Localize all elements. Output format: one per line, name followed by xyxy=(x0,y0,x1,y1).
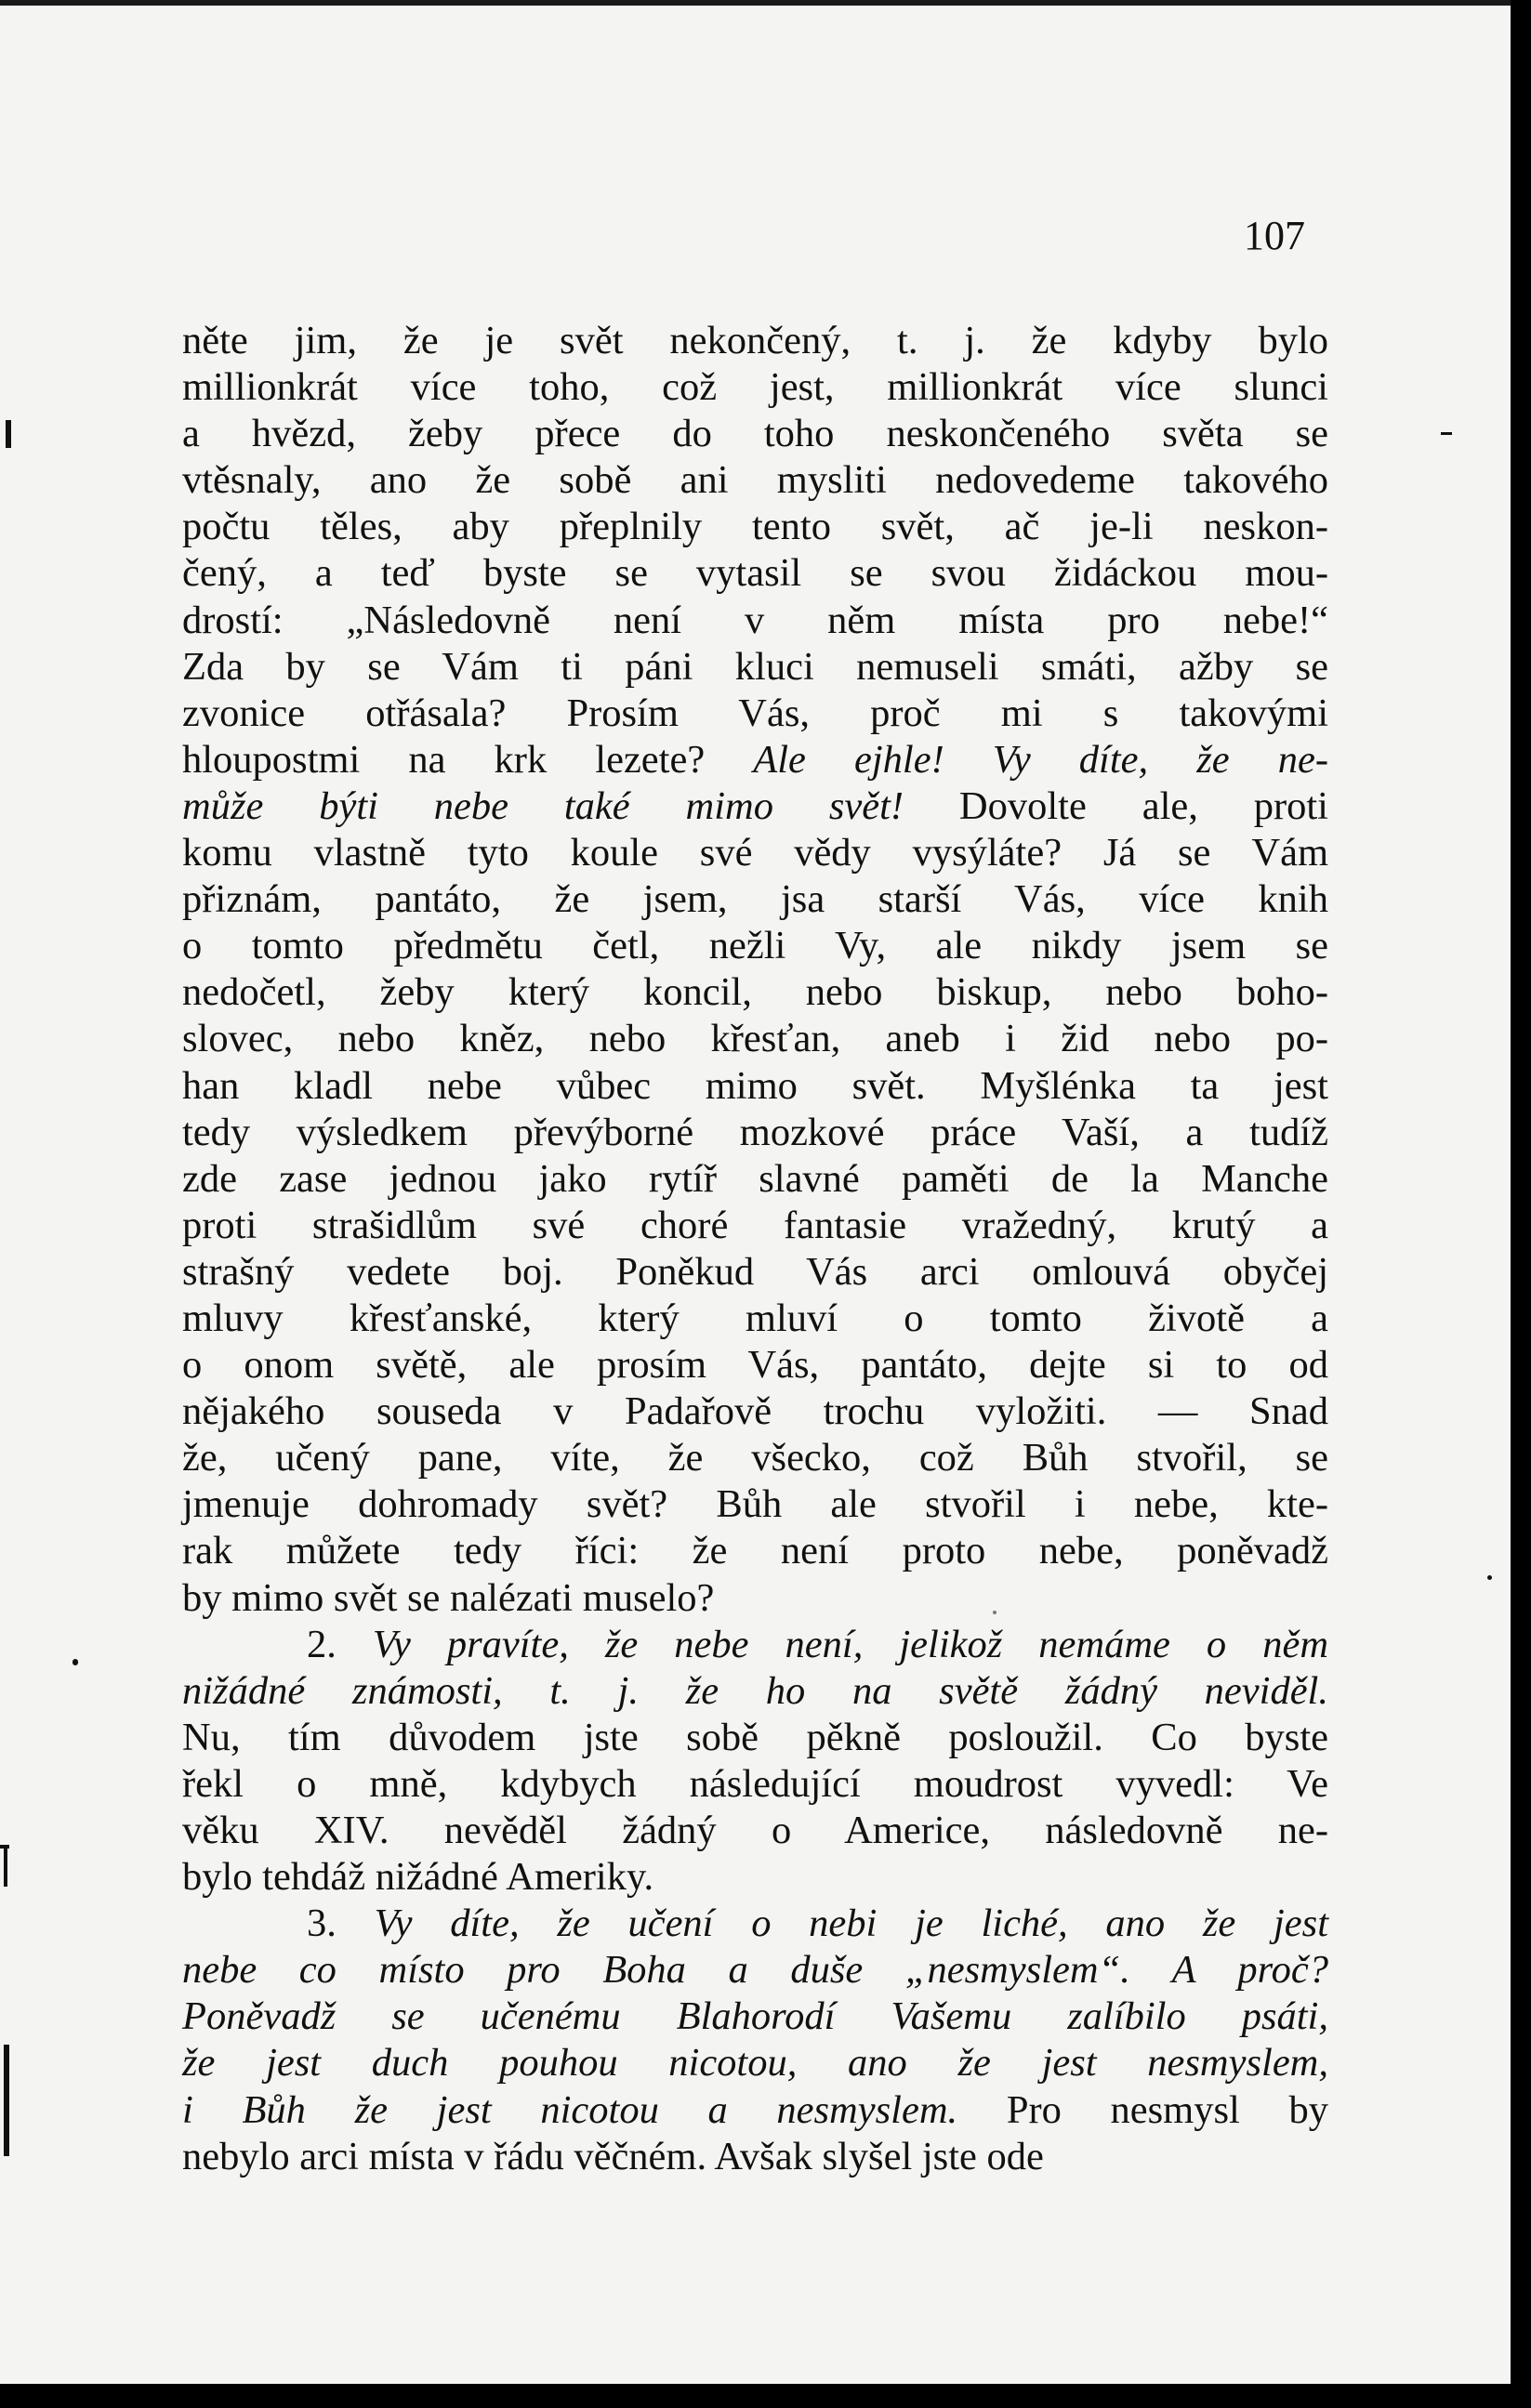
text-run: řekl o mně, kdybych následující moudrost vyvedl: Ve xyxy=(182,1761,1328,1806)
text-line xyxy=(182,1016,1328,1062)
text-line xyxy=(182,457,1328,504)
text-line xyxy=(182,318,1328,364)
text-line xyxy=(182,1481,1328,1528)
text-line xyxy=(182,1435,1328,1481)
text-run: a hvězd, žeby přece do toho neskončeného světa se xyxy=(182,412,1328,456)
italic-text: Ale ejhle! Vy díte, že ne- xyxy=(753,737,1328,782)
text-run: mluvy křesťanské, který mluví o tomto životě a xyxy=(182,1296,1328,1340)
italic-text: že jest duch pouhou nicotou, ano že jest nesmyslem, xyxy=(182,2041,1328,2086)
text-line xyxy=(182,504,1328,550)
text-line xyxy=(182,1249,1328,1296)
text-line xyxy=(182,1994,1328,2040)
text-line xyxy=(182,1296,1328,1342)
text-run: nedočetl, žeby který koncil, nebo biskup, nebo boho- xyxy=(182,970,1328,1015)
text-run: věku XIV. nevěděl žádný o Americe, následovně ne- xyxy=(182,1809,1328,1852)
text-run: vtěsnaly, ano že sobě ani mysliti nedovedeme takového xyxy=(182,458,1328,503)
text-run: Zda by se Vám ti páni kluci nemuseli smáti, ažby se xyxy=(182,644,1328,689)
text-line xyxy=(182,1715,1328,1761)
text-line xyxy=(182,644,1328,691)
text-run: počtu těles, aby přeplnily tento svět, ač je-li neskon- xyxy=(182,505,1328,549)
text-line xyxy=(182,2134,1328,2180)
text-line xyxy=(182,550,1328,597)
text-line xyxy=(182,830,1328,876)
text-run: Nu, tím důvodem jste sobě pěkně posloužil. Co byste xyxy=(182,1715,1328,1759)
text-run: bylo tehdáž nižádné Ameriky. xyxy=(182,1855,654,1900)
text-line xyxy=(182,969,1328,1016)
text-line xyxy=(182,737,1328,783)
italic-text: nebe co místo pro Boha a duše „nesmyslem“. A proč? xyxy=(182,1948,1328,1993)
text-run: nebylo arci místa v řádu věčném. Avšak slyšel jste ode xyxy=(182,2134,1044,2178)
text-run: zde zase jednou jako rytíř slavné paměti de la Manche xyxy=(182,1156,1328,1201)
text-run: 2. xyxy=(307,1622,373,1666)
text-line xyxy=(182,364,1328,411)
italic-text: nižádné známosti, t. j. že ho na světě žádný neviděl. xyxy=(182,1668,1328,1713)
text-line xyxy=(182,2040,1328,2086)
body-text xyxy=(182,318,1328,2180)
text-line xyxy=(182,1342,1328,1388)
text-line xyxy=(182,1761,1328,1808)
text-line xyxy=(182,598,1328,644)
speck xyxy=(73,1659,78,1665)
binding-mark xyxy=(4,1845,7,1887)
text-line xyxy=(182,1622,1328,1668)
text-run: o tomto předmětu četl, nežli Vy, ale nikdy jsem se xyxy=(182,924,1328,968)
scan-border-right xyxy=(1511,0,1531,2408)
text-run: tedy výsledkem převýborné mozkové práce Vaší, a tudíž xyxy=(182,1110,1328,1154)
text-line xyxy=(182,1063,1328,1110)
binding-mark xyxy=(4,2045,9,2156)
text-run: Pro nesmysl by xyxy=(957,2087,1328,2132)
text-run: že, učený pane, víte, že všecko, což Bůh stvořil, se xyxy=(182,1436,1328,1480)
italic-text: Poněvadž se učenému Blahorodí Vašemu zalíbilo psáti, xyxy=(182,1994,1328,2039)
italic-text: Vy díte, že učení o nebi je liché, ano že jest xyxy=(374,1901,1329,1946)
text-line xyxy=(182,923,1328,969)
text-run: přiznám, pantáto, že jsem, jsa starší Vás, více knih xyxy=(182,877,1328,922)
text-line xyxy=(182,691,1328,737)
text-line xyxy=(182,1575,1328,1622)
speck xyxy=(1441,432,1452,435)
scan-border-bottom xyxy=(0,2384,1531,2408)
text-line xyxy=(182,1901,1328,1947)
binding-mark xyxy=(6,420,11,448)
text-run: drostí: „Následovně není v něm místa pro nebe!“ xyxy=(182,598,1328,642)
italic-text: i Bůh že jest nicotou a nesmyslem. xyxy=(182,2087,958,2132)
text-run: proti strašidlům své choré fantasie vražedný, krutý a xyxy=(182,1203,1328,1247)
speck xyxy=(1487,1575,1492,1580)
text-line xyxy=(182,1203,1328,1249)
text-run: jmenuje dohromady svět? Bůh ale stvořil i nebe, kte- xyxy=(182,1482,1328,1527)
text-run: strašný vedete boj. Poněkud Vás arci omlouvá obyčej xyxy=(182,1249,1328,1294)
page-number: 107 xyxy=(1244,213,1305,258)
text-run: nějakého souseda v Padařově trochu vyložiti. — Snad xyxy=(182,1389,1328,1434)
text-run: hloupostmi na krk lezete? xyxy=(182,737,754,782)
text-run: millionkrát více toho, což jest, millionkrát více slunci xyxy=(182,365,1328,410)
text-run: by mimo svět se nalézati muselo? xyxy=(182,1575,715,1620)
text-line xyxy=(182,1528,1328,1574)
text-run: o onom světě, ale prosím Vás, pantáto, dejte si to od xyxy=(182,1343,1328,1388)
text-line xyxy=(182,1156,1328,1203)
text-run: něte jim, že je svět nekončený, t. j. že kdyby bylo xyxy=(182,319,1328,362)
text-run: Dovolte ale, proti xyxy=(904,783,1328,828)
text-line xyxy=(182,783,1328,830)
text-run: han kladl nebe vůbec mimo svět. Myšlénka ta jest xyxy=(182,1063,1328,1108)
text-line xyxy=(182,1668,1328,1715)
text-line xyxy=(182,1388,1328,1435)
text-run: rak můžete tedy říci: že není proto nebe, poněvadž xyxy=(182,1529,1328,1573)
scan-border-top xyxy=(0,0,1531,6)
italic-text: Vy pravíte, že nebe není, jelikož nemáme o něm xyxy=(372,1622,1329,1666)
text-run: zvonice otřásala? Prosím Vás, proč mi s takovými xyxy=(182,691,1328,735)
italic-text: může býti nebe také mimo svět! xyxy=(182,783,904,828)
text-line xyxy=(182,1110,1328,1156)
text-line xyxy=(182,1808,1328,1854)
text-line xyxy=(182,876,1328,923)
text-line xyxy=(182,411,1328,457)
text-run: 3. xyxy=(307,1901,375,1946)
text-run: komu vlastně tyto koule své vědy vysýláte? Já se Vám xyxy=(182,831,1328,875)
text-line xyxy=(182,1947,1328,1994)
text-run: čený, a teď byste se vytasil se svou židáckou mou- xyxy=(182,551,1328,596)
text-line xyxy=(182,1854,1328,1901)
text-run: slovec, nebo kněz, nebo křesťan, aneb i žid nebo po- xyxy=(182,1017,1328,1061)
text-line xyxy=(182,2087,1328,2134)
